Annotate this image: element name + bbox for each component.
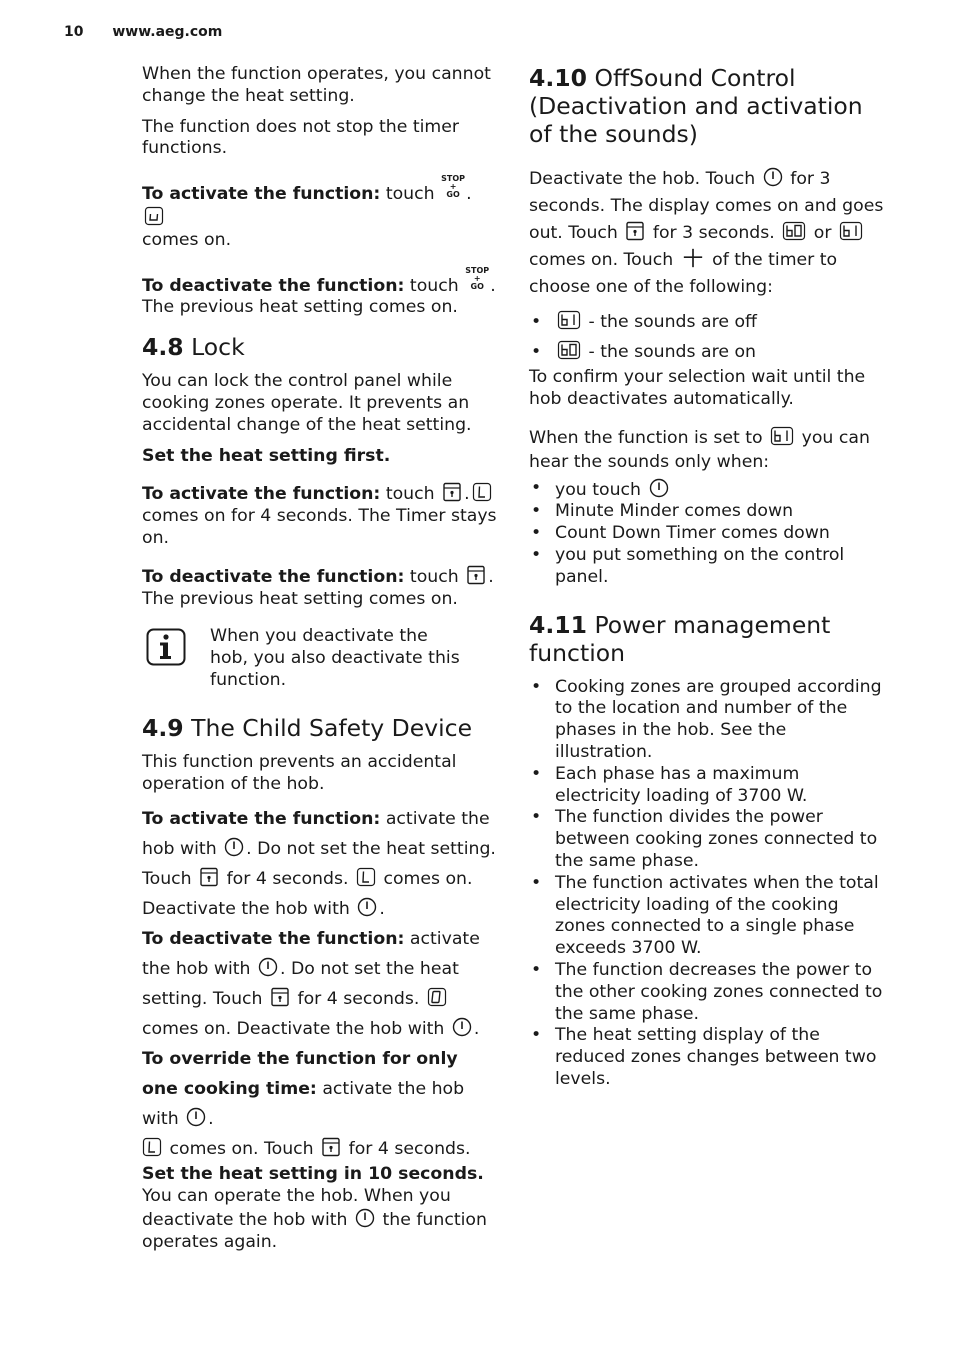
text: for 4 seconds. xyxy=(221,869,354,890)
page-header xyxy=(64,24,222,40)
section-number: 4.10 xyxy=(529,64,587,92)
intro-paragraph-1: When the function operates, you cannot change the heat setting. xyxy=(142,64,491,106)
text: The previous heat setting comes on. xyxy=(142,297,458,318)
list-item: • Minute Minder comes down xyxy=(529,501,885,523)
list-item: • The heat setting display of the reduced zones changes between two levels. xyxy=(529,1025,885,1090)
left-column xyxy=(142,64,498,1254)
list-item: • you put something on the control panel. xyxy=(529,545,885,589)
section-title: Power management function xyxy=(529,610,831,667)
text: . xyxy=(208,1109,214,1130)
text: When the function is set to xyxy=(529,427,769,448)
text: . Do not set the heat setting. Touch xyxy=(142,839,496,890)
stop-go-icon xyxy=(464,267,490,291)
section-title: Lock xyxy=(183,333,245,362)
plus-text: + xyxy=(473,273,481,283)
text: . xyxy=(466,184,472,205)
lock-activate-paragraph xyxy=(142,482,498,549)
section-heading-lock xyxy=(142,333,498,361)
text: comes on. Deactivate the hob with xyxy=(142,869,473,920)
text: Deactivate the hob. Touch xyxy=(529,169,761,189)
list-item xyxy=(529,307,885,337)
power-management-list xyxy=(529,677,885,1091)
text: comes on. Deactivate the hob with xyxy=(142,1019,450,1040)
display-b0-icon xyxy=(782,221,806,241)
text: for 3 seconds. xyxy=(647,223,781,243)
go-text: GO xyxy=(470,281,484,291)
sound-options-list xyxy=(529,307,885,367)
sound-conditions-list xyxy=(529,478,885,589)
list-item: • Each phase has a maximum electricity loading of 3700 W. xyxy=(529,764,885,808)
child-safety-override xyxy=(142,1044,498,1164)
lock-deactivate-paragraph xyxy=(142,565,498,611)
stop-go-icon xyxy=(440,175,466,199)
text: comes on. Touch xyxy=(164,1139,320,1160)
text: comes on. xyxy=(142,229,232,250)
display-l-icon xyxy=(142,1137,162,1157)
list-item: • The function decreases the power to the other cooking zones connected to the same phase. xyxy=(529,960,885,1025)
intro-paragraph-2: The function does not stop the timer functions. xyxy=(142,116,460,159)
plus-icon[interactable] xyxy=(681,248,705,268)
text: comes on for 4 seconds. The Timer stays on. xyxy=(142,506,497,548)
text: . xyxy=(379,899,385,920)
activate-label: To activate the function: xyxy=(142,484,381,505)
bold-text: Set the heat setting first. xyxy=(142,445,391,466)
section-number: 4.11 xyxy=(529,610,587,639)
text: . xyxy=(488,566,494,587)
text: . Do not set the heat setting. Touch xyxy=(142,959,459,1010)
text: - the sounds are on xyxy=(583,342,756,362)
list-item: • The function divides the power between cooking zones connected to the same phase. xyxy=(529,807,885,872)
display-b0-icon xyxy=(557,340,581,360)
lock-icon xyxy=(270,987,290,1007)
stop-text: STOP xyxy=(465,265,490,275)
power-icon xyxy=(355,1208,375,1228)
text: for 4 seconds. xyxy=(292,989,425,1010)
plus-text: + xyxy=(449,182,457,192)
section-title: OffSound Control (Deactivation and activation of the sounds) xyxy=(529,64,863,148)
page-number: 10 xyxy=(64,24,84,40)
display-b1-icon xyxy=(839,221,863,241)
info-note-text: When you deactivate the hob, you also deactivate this function. xyxy=(210,626,460,690)
display-l-icon xyxy=(356,867,376,887)
section-number: 4.9 xyxy=(142,713,184,742)
text: activate the hob with xyxy=(142,809,490,860)
bold-text: Set the heat setting in 10 seconds. xyxy=(142,1164,484,1185)
lock-icon xyxy=(466,565,486,585)
power-icon xyxy=(357,897,377,917)
lock-icon xyxy=(321,1137,341,1157)
child-safety-activate xyxy=(142,804,498,924)
list-item: • The function activates when the total electricity loading of the cooking zones connected to a single phase exceeds 3700 W. xyxy=(529,873,885,960)
lock-icon xyxy=(625,221,645,241)
text: comes on. Touch xyxy=(529,250,679,270)
section-heading-child-safety xyxy=(142,714,498,742)
child-safety-override-continued xyxy=(142,1164,498,1253)
section-title: The Child Safety Device xyxy=(183,713,473,742)
display-u-icon xyxy=(144,206,164,226)
lock-icon xyxy=(199,867,219,887)
text: of the timer to choose one of the following: xyxy=(529,250,838,297)
text: you touch xyxy=(555,479,647,500)
offsound-paragraph xyxy=(529,166,885,301)
text: The previous heat setting comes on. xyxy=(142,588,458,609)
display-b1-icon xyxy=(770,426,794,446)
power-icon xyxy=(763,167,783,187)
text: touch xyxy=(404,566,465,587)
override-label: To override the function for only one cooking time: xyxy=(142,1049,458,1100)
power-icon xyxy=(224,837,244,857)
power-icon xyxy=(649,478,669,498)
power-icon xyxy=(186,1107,206,1127)
deactivate-label: To deactivate the function: xyxy=(142,929,405,950)
confirm-paragraph: To confirm your selection wait until the hob deactivates automatically. xyxy=(529,367,866,409)
text: for 3 seconds. The display comes on and goes out. Touch xyxy=(529,169,884,243)
lock-instruction xyxy=(142,446,498,468)
deactivate-label: To deactivate the function: xyxy=(142,566,405,587)
list-item: • Cooking zones are grouped according to the location and number of the phases in the hob. See the illustration. xyxy=(529,677,885,764)
list-item xyxy=(529,337,885,367)
child-safety-paragraph: This function prevents an accidental operation of the hob. xyxy=(142,751,457,794)
power-icon xyxy=(452,1017,472,1037)
info-note xyxy=(142,626,498,691)
list-item xyxy=(529,478,885,502)
power-icon xyxy=(258,957,278,977)
child-safety-deactivate xyxy=(142,924,498,1044)
text: . xyxy=(464,484,470,505)
section-heading-power-management xyxy=(529,611,885,667)
display-b1-icon xyxy=(557,310,581,330)
section-number: 4.8 xyxy=(142,333,184,362)
text: You can operate the hob. When you deactivate the hob with xyxy=(142,1186,451,1230)
section-heading-offsound xyxy=(529,64,885,148)
lock-icon xyxy=(442,482,462,502)
text: touch xyxy=(380,484,441,505)
text: . xyxy=(490,275,496,296)
activate-label: To activate the function: xyxy=(142,184,381,205)
text: . xyxy=(473,1019,480,1040)
lock-paragraph: You can lock the control panel while cooking zones operate. It prevents an accidental change of the heat setting. xyxy=(142,371,472,435)
when-paragraph xyxy=(529,426,885,474)
stop-text: STOP xyxy=(441,174,466,184)
display-0-icon xyxy=(427,987,447,1007)
text: activate the hob with xyxy=(142,929,480,980)
text: or xyxy=(808,223,837,243)
right-column xyxy=(529,64,885,1091)
go-text: GO xyxy=(446,190,460,200)
website-link[interactable]: www.aeg.com xyxy=(112,24,223,40)
text: touch xyxy=(404,275,465,296)
activate-label: To activate the function: xyxy=(142,809,381,830)
activate-paragraph xyxy=(142,175,498,251)
deactivate-label: To deactivate the function: xyxy=(142,275,405,296)
text: touch xyxy=(380,184,441,205)
text: the function operates again. xyxy=(142,1209,487,1252)
display-l-icon xyxy=(472,482,492,502)
deactivate-paragraph xyxy=(142,267,498,320)
text: - the sounds are off xyxy=(583,312,757,332)
text: activate the hob with xyxy=(142,1079,465,1130)
info-icon xyxy=(146,628,186,666)
text: for 4 seconds. xyxy=(343,1139,471,1160)
list-item: • Count Down Timer comes down xyxy=(529,523,885,545)
text: you can hear the sounds only when: xyxy=(529,427,870,472)
